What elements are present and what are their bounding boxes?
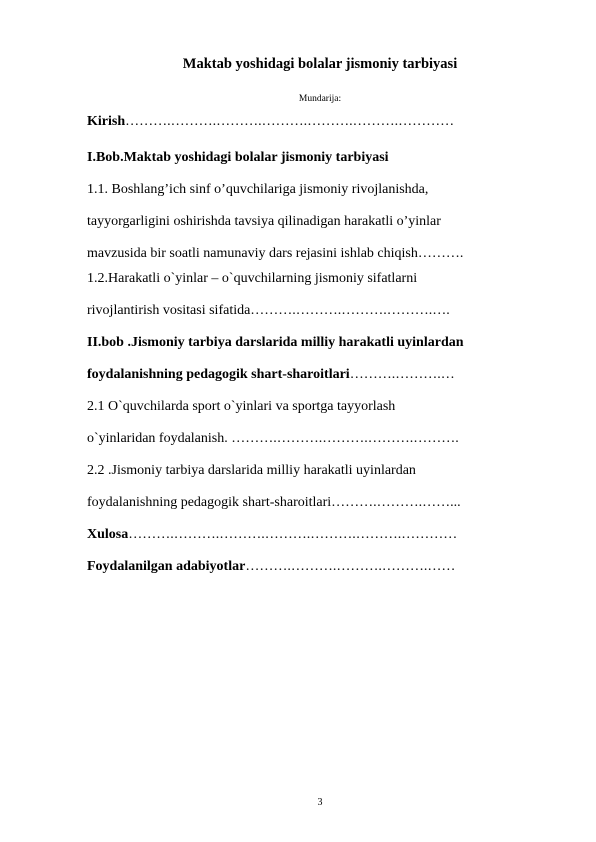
toc-heading: Mundarija:: [298, 94, 342, 104]
page-number: 3: [317, 797, 323, 808]
toc-item-chapter-1: I.Bob.Maktab yoshidagi bolalar jismoniy tarbiyasi: [87, 150, 389, 165]
toc-item-2-1-line-2: o`yinlaridan foydalanish. ……….……….……….……….……….: [87, 431, 459, 446]
toc-item-1-1-line-3: mavzusida bir soatli namunaviy dars rejasini ishlab chiqish……….: [87, 246, 464, 261]
toc-item-2-2-line-2: foydalanishning pedagogik shart-sharoitlari……….……….……...: [87, 495, 461, 510]
toc-item-1-1-line-1: 1.1. Boshlang’ich sinf o’quvchilariga jismoniy rivojlanishda,: [87, 182, 429, 197]
toc-item-adabiyotlar: Foydalanilgan adabiyotlar……….……….……….……….……: [87, 559, 456, 574]
toc-item-1-2-line-1: 1.2.Harakatli o`yinlar – o`quvchilarning jismoniy sifatlarni: [87, 271, 418, 286]
toc-item-chapter-2-line-2: foydalanishning pedagogik shart-sharoitlari……….……….…: [87, 367, 455, 382]
toc-item-xulosa: Xulosa……….……….……….……….……….……….…………: [87, 527, 458, 542]
toc-item-2-1-line-1: 2.1 O`quvchilarda sport o`yinlari va sportga tayyorlash: [87, 399, 396, 414]
document-title: Maktab yoshidagi bolalar jismoniy tarbiyasi: [182, 56, 458, 72]
toc-item-kirish: Kirish……….……….……….……….……….……….…………: [87, 114, 455, 129]
toc-item-1-1-line-2: tayyorgarligini oshirishda tavsiya qilinadigan harakatli o’yinlar: [87, 214, 441, 229]
toc-item-1-2-line-2: rivojlantirish vositasi sifatida……….……….……….……….….: [87, 303, 450, 318]
toc-item-2-2-line-1: 2.2 .Jismoniy tarbiya darslarida milliy harakatli uyinlardan: [87, 463, 416, 478]
toc-item-chapter-2-line-1: II.bob .Jismoniy tarbiya darslarida milliy harakatli uyinlardan: [87, 335, 464, 350]
